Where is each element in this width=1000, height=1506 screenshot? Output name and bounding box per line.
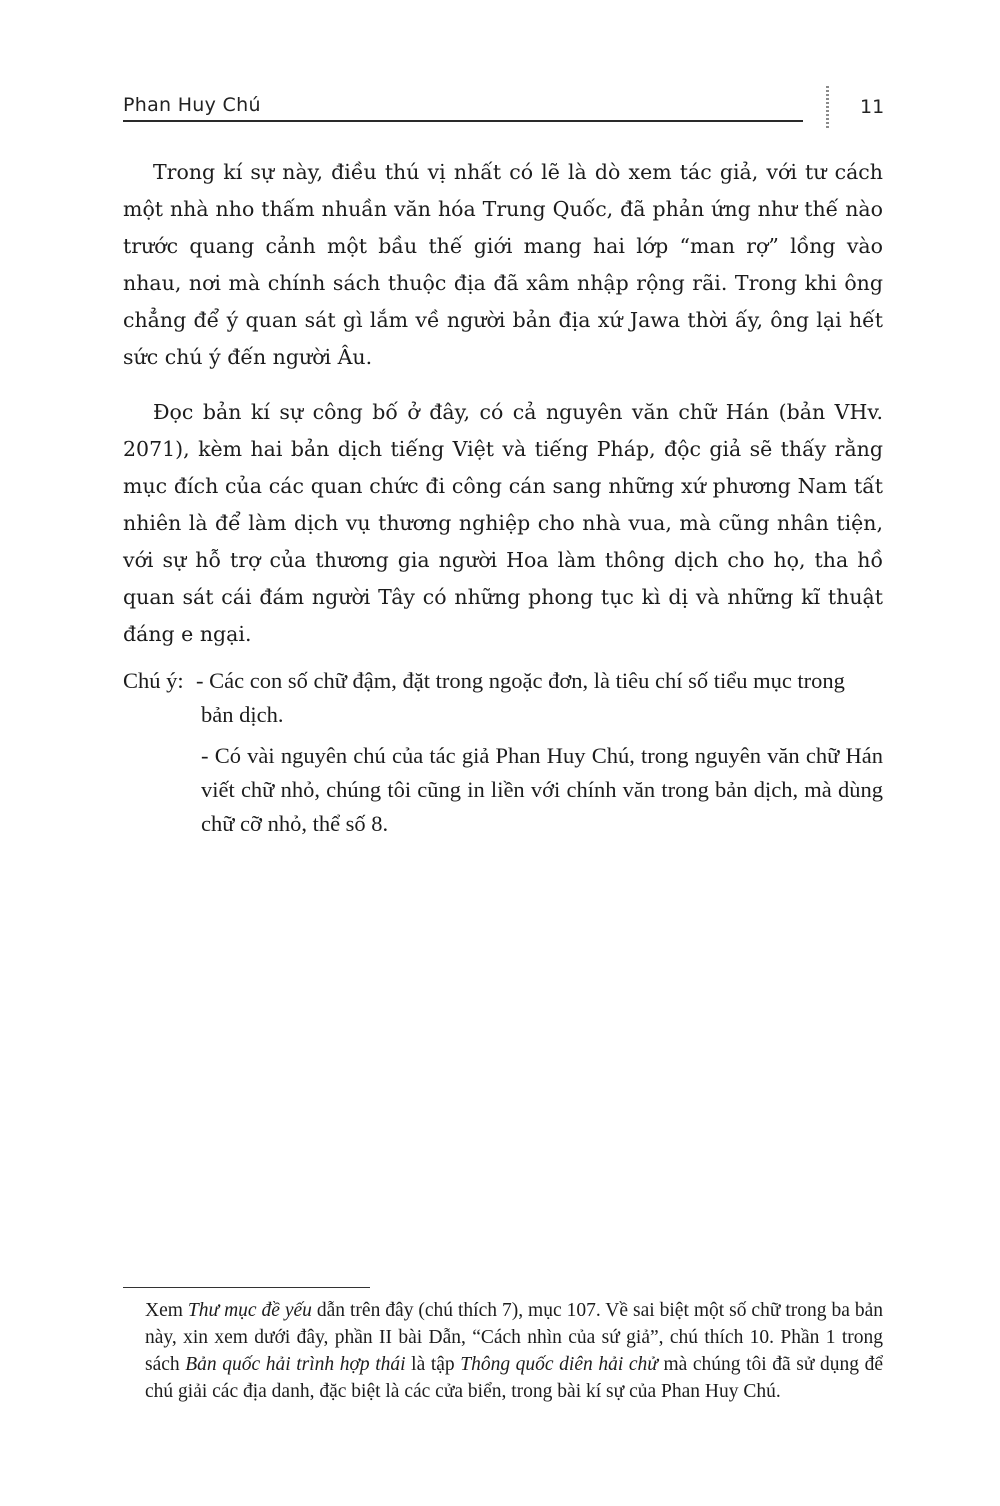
footnote-title-2: Bản quốc hải trình hợp thái — [185, 1354, 406, 1375]
body-paragraph-1: Trong kí sự này, điều thú vị nhất có lẽ là dò xem tác giả, với tư cách một nhà nho thấm nhuần văn hóa Trung Quốc, đã phản ứng như thế nào trước quang cảnh một bầu thế giới mang hai lớp “man rợ” lồng vào nhau, nơi mà chính sách thuộc địa đã xâm nhập rộng rãi. Trong khi ông chẳng để ý quan sát gì lắm về người bản địa xứ Jawa thời ấy, ông lại hết sức chú ý đến người Âu. — [123, 160, 883, 369]
footnote-rule — [123, 1287, 370, 1288]
note-label: Chú ý: — [123, 668, 184, 693]
body-paragraph-2: Đọc bản kí sự công bố ở đây, có cả nguyên văn chữ Hán (bản VHv. 2071), kèm hai bản dịch tiếng Việt và tiếng Pháp, độc giả sẽ thấy rằng mục đích của các quan chức đi công cán sang những xứ phương Nam tất nhiên là để làm dịch vụ thương nghiệp cho nhà vua, mà cũng nhân tiện, với sự hỗ trợ của thương gia người Hoa làm thông dịch cho họ, tha hồ quan sát cái đám người Tây có những phong tục kì dị và những kĩ thuật đáng e ngại. — [123, 400, 883, 646]
note-block — [123, 664, 883, 841]
note-item-1-line-2: bản dịch. — [201, 702, 284, 727]
running-header-author: Phan Huy Chú — [123, 94, 261, 116]
footnote-text-4: mà chúng tôi đã sử dụng để chú giải các địa danh, đặc biệt là các cửa biển, trong bài kí sự của Phan Huy Chú. — [145, 1354, 884, 1402]
footnote-title-1: Thư mục đề yếu — [187, 1300, 312, 1321]
footnote-text-2: dẫn trên đây (chú thích 7), mục 107. Về sai biệt một số chữ trong ba bản này, xin xem dưới đây, phần II bài Dẫn, “Cách nhìn của sứ giả”, chú thích 10. Phần 1 trong sách — [145, 1300, 883, 1375]
header-divider — [826, 86, 829, 130]
footnote — [145, 1297, 883, 1405]
footnote-text-3: là tập — [405, 1354, 461, 1375]
header-rule — [123, 120, 803, 122]
note-item-2: - Có vài nguyên chú của tác giả Phan Huy Chú, trong nguyên văn chữ Hán viết chữ nhỏ, chúng tôi cũng in liền với chính văn trong bản dịch, mà dùng chữ cỡ nhỏ, thể số 8. — [201, 743, 883, 836]
page-number: 11 — [860, 96, 885, 118]
note-item-1-line-1: - Các con số chữ đậm, đặt trong ngoặc đơn, là tiêu chí số tiểu mục trong — [196, 668, 845, 693]
note-first-row — [123, 664, 883, 698]
footnote-text-1: Xem — [145, 1300, 188, 1321]
footnote-title-3: Thông quốc diên hải chử — [460, 1354, 658, 1375]
